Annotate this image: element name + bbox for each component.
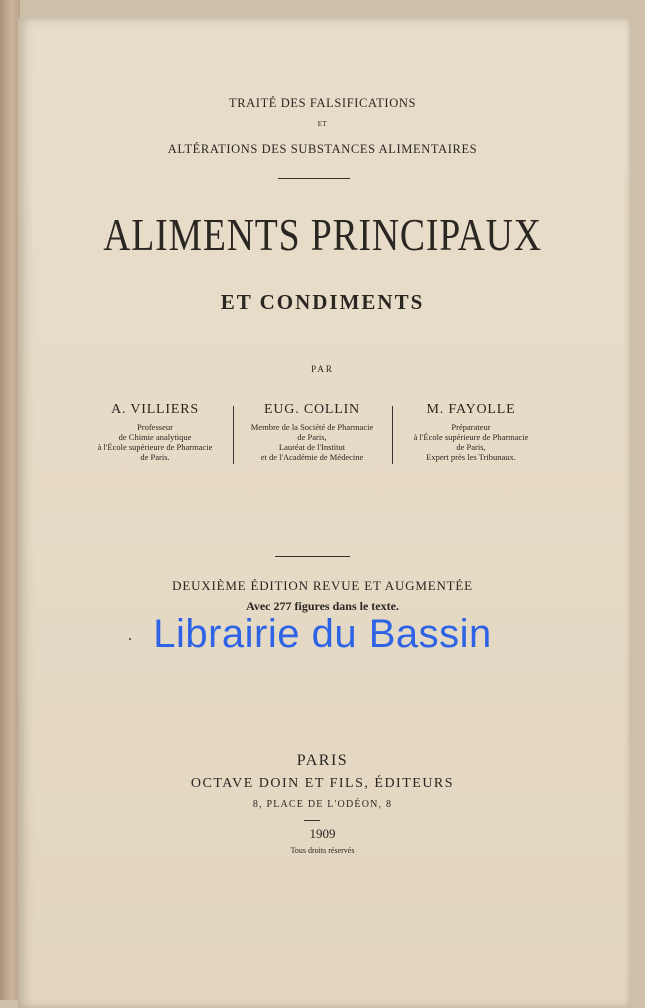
imprint-rights: Tous droits réservés <box>290 846 355 855</box>
divider-rule-small <box>304 820 320 821</box>
author-separator <box>392 406 393 464</box>
author-description: Membre de la Société de Pharmacie de Paris, Lauréat de l'Institut et de l'Académie de Médecine <box>250 422 374 462</box>
series-title-line2: ALTÉRATIONS DES SUBSTANCES ALIMENTAIRES <box>167 142 478 156</box>
author-name: A. VILLIERS <box>111 402 199 417</box>
author-description: Professeur de Chimie analytique à l'École supérieure de Pharmacie de Paris. <box>97 422 213 462</box>
figures-note: Avec 277 figures dans le texte. <box>246 599 399 613</box>
author-separator <box>233 406 234 464</box>
imprint-year: 1909 <box>309 826 336 841</box>
bookseller-watermark: Librairie du Bassin <box>153 612 492 656</box>
author-name: EUG. COLLIN <box>264 402 360 417</box>
divider-rule-top <box>278 178 350 179</box>
title-page <box>18 18 630 1008</box>
main-title: ALIMENTS PRINCIPAUX <box>103 209 542 260</box>
subtitle: ET CONDIMENTS <box>220 290 425 314</box>
author-villiers <box>80 402 230 462</box>
imprint-city: PARIS <box>296 752 349 769</box>
by-label: PAR <box>311 364 334 374</box>
imprint-publisher: OCTAVE DOIN ET FILS, ÉDITEURS <box>190 776 455 791</box>
author-collin <box>236 402 388 462</box>
author-fayolle <box>396 402 546 462</box>
divider-rule-middle <box>275 556 350 557</box>
imprint-address: 8, PLACE DE L'ODÉON, 8 <box>252 799 393 810</box>
author-description: Préparateur à l'École supérieure de Pharmacie de Paris, Expert près les Tribunaux. <box>413 422 529 462</box>
edition-statement: DEUXIÈME ÉDITION REVUE ET AUGMENTÉE <box>172 578 473 593</box>
author-name: M. FAYOLLE <box>426 402 516 417</box>
series-title-line1: TRAITÉ DES FALSIFICATIONS <box>229 96 416 110</box>
series-title-conjunction: ET <box>317 120 328 128</box>
